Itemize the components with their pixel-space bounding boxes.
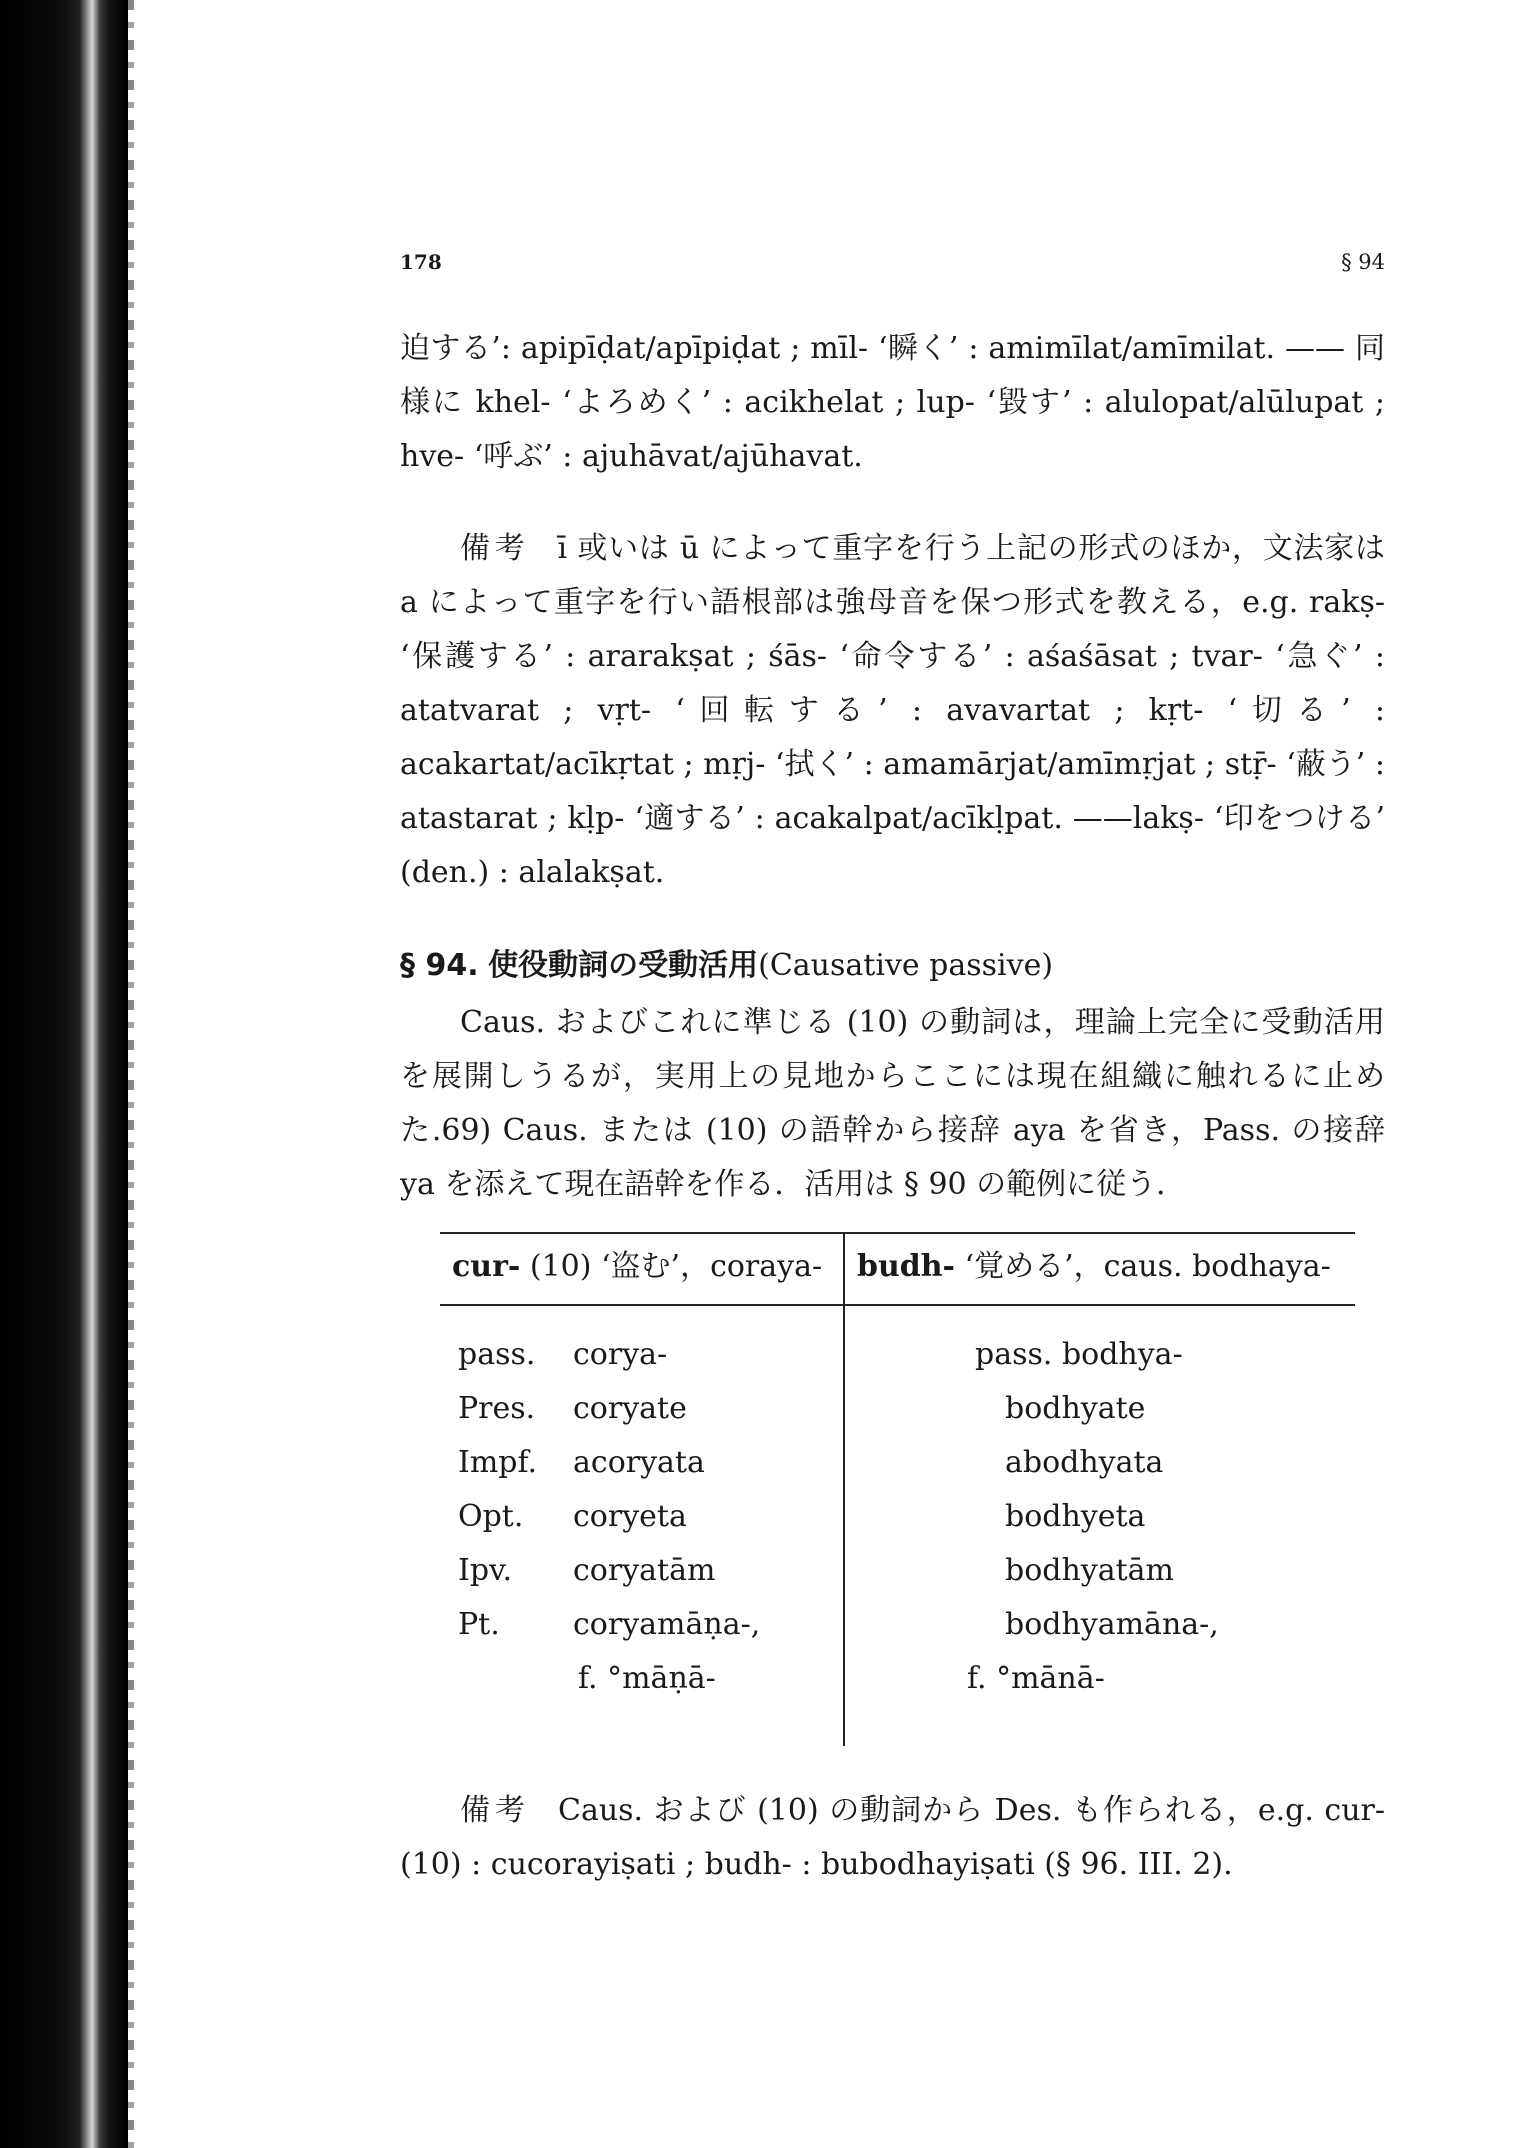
- remark-text: ī 或いは ū によって重字を行う上記の形式のほか，文法家は a によって重字を行い語根部は強母音を保つ形式を教える，e.g. rakṣ- ‘保護する’ : ararakṣat ; śās- ‘命令する’ : aśaśāsat ; tvar- ‘急ぐ’ : atatvarat ; vṛt- ‘回転する’ : avavartat ; kṛt- ‘切る’ : acakartat/acīkṛtat ; mṛj- ‘拭く’ : amamārjat/amīmṛjat ; stṝ- ‘蔽う’ : atastarat ; kḷp- ‘適する’ : acakalpat/acīkḷpat. ——lakṣ- ‘印をつける’ (den.) : alalakṣat.: [400, 531, 1385, 890]
- section-heading: [400, 938, 1385, 994]
- remark-paragraph-2: [400, 1784, 1385, 1892]
- table-row: Impf. acoryata abodhyata: [440, 1436, 1355, 1490]
- paragraph-continuation: 迫する’: apipīḍat/apīpiḍat ; mīl- ‘瞬く’ : amimīlat/amīmilat. —— 同様に khel- ‘よろめく’ : acikhelat ; lup- ‘毀す’ : alulopat/alūlupat ; hve- ‘呼ぶ’ : ajuhāvat/ajūhavat.: [400, 331, 1385, 474]
- section-number: § 94.: [400, 948, 479, 983]
- page-header: [400, 250, 1385, 274]
- table-row: Opt. coryeta bodhyeta: [440, 1490, 1355, 1544]
- table-row: f. °māṇā- f. °mānā-: [440, 1652, 1355, 1746]
- page: [400, 250, 1385, 1892]
- section-title: 使役動詞の受動活用: [488, 948, 759, 983]
- table-row: Pt. coryamāṇa-, bodhyamāna-,: [440, 1598, 1355, 1652]
- table-row: pass. corya- pass. bodhya-: [440, 1305, 1355, 1382]
- page-number: 178: [400, 250, 442, 274]
- book-spine-shadow: [0, 0, 128, 2148]
- remark-text-2: Caus. および (10) の動詞から Des. も作られる，e.g. cur- (10) : cucorayiṣati ; budh- : bubodhayiṣati (§ 96. III. 2).: [400, 1793, 1386, 1882]
- table-header-left: cur- (10) ‘盗む’，coraya-: [440, 1233, 844, 1305]
- table-row: Ipv. coryatām bodhyatām: [440, 1544, 1355, 1598]
- body-paragraph: Caus. およびこれに準じる (10) の動詞は，理論上完全に受動活用を展開しうるが，実用上の見地からここには現在組織に触れるに止めた.69) Caus. または (10) の語幹から接辞 aya を省き，Pass. の接辞 ya を添えて現在語幹を作る．活用は § 90 の範例に従う．: [400, 1005, 1385, 1202]
- table-header-right: budh- ‘覚める’，caus. bodhaya-: [844, 1233, 1355, 1305]
- table-row: Pres. coryate bodhyate: [440, 1382, 1355, 1436]
- running-section: § 94: [1341, 250, 1385, 274]
- section-title-en: (Causative passive): [758, 948, 1054, 983]
- remark-paragraph: [400, 522, 1385, 900]
- conjugation-table: [440, 1232, 1355, 1746]
- remark-label: 備考: [460, 531, 530, 566]
- remark-label-2: 備考: [460, 1793, 530, 1828]
